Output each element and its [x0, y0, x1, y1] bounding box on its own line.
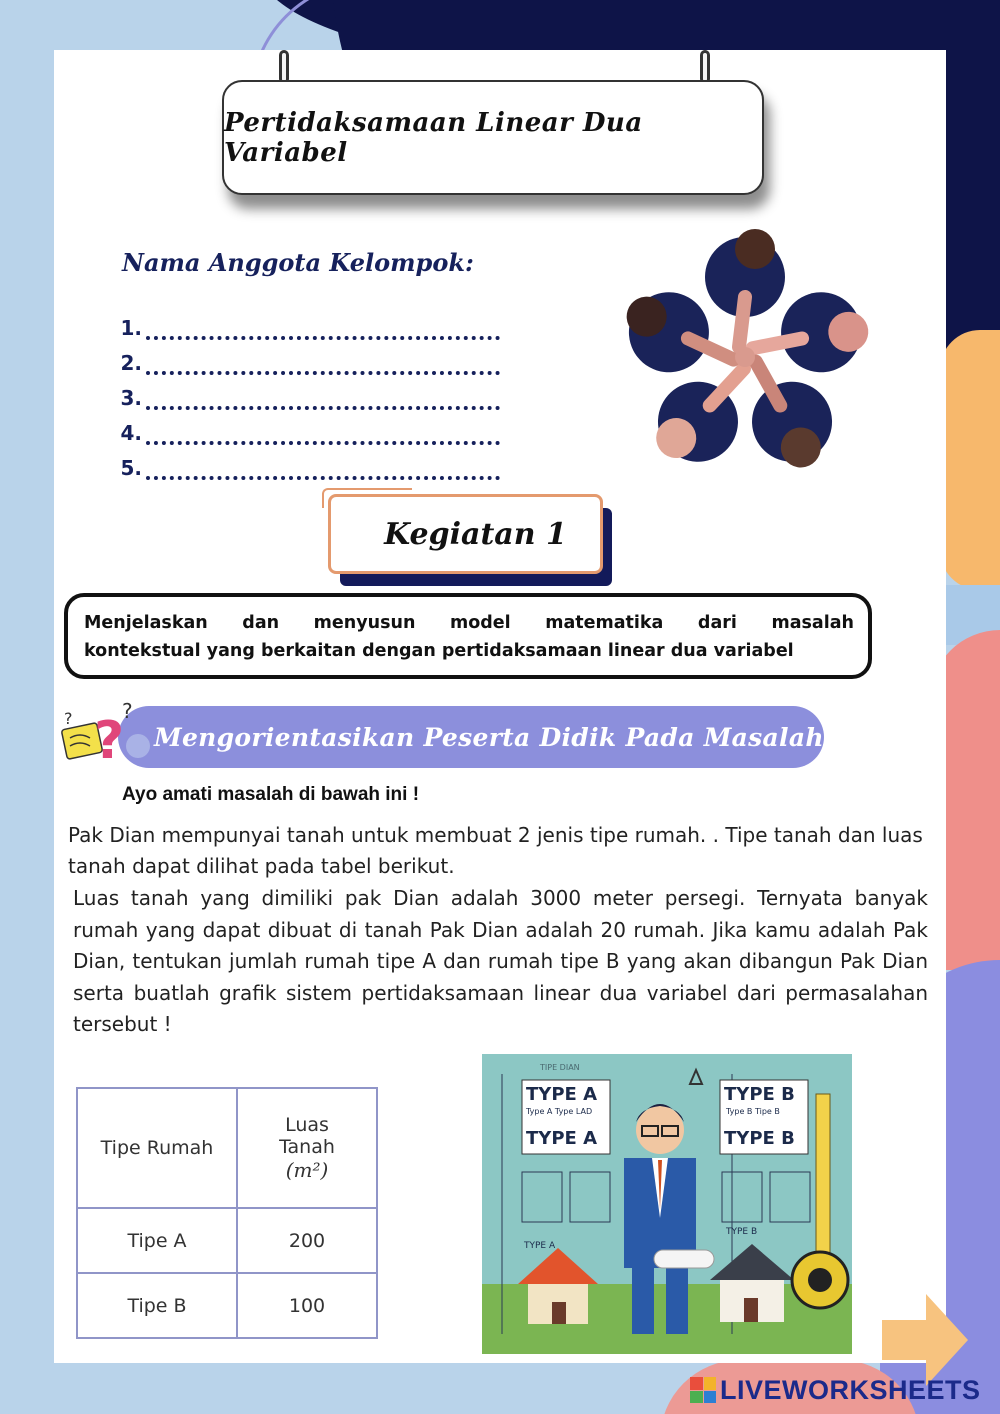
- table-cell-area: 200: [237, 1208, 377, 1273]
- brand-footer: [690, 1370, 990, 1410]
- objective-line-2: kontekstual yang berkaitan dengan pertidaksamaan linear dua variabel: [84, 641, 794, 661]
- area-header-unit: (m²): [285, 1158, 329, 1182]
- table-row: [77, 1273, 377, 1338]
- member-input-line[interactable]: [146, 322, 500, 340]
- member-number: 3.: [120, 386, 142, 410]
- svg-text:?: ?: [94, 711, 125, 771]
- section-banner: [118, 706, 824, 768]
- activity-title: Kegiatan 1: [384, 516, 567, 552]
- background-orange-shape: [940, 330, 1000, 590]
- person-figure: [705, 229, 785, 347]
- table-header-type: Tipe Rumah: [77, 1088, 237, 1208]
- hanger-ring-left: [279, 50, 289, 84]
- member-input-line[interactable]: [146, 462, 500, 480]
- housing-illustration: [482, 1054, 852, 1354]
- member-input-line[interactable]: [146, 357, 500, 375]
- learning-objective: [64, 593, 872, 679]
- table-header-area: [237, 1088, 377, 1208]
- page-title: Pertidaksamaan Linear Dua Variabel: [224, 107, 643, 168]
- land-area-table: [76, 1087, 378, 1339]
- svg-text:?: ?: [64, 709, 73, 728]
- table-row: [77, 1208, 377, 1273]
- illustration-left-title-1: TYPE A: [526, 1084, 597, 1105]
- question-mark-icon: [58, 696, 154, 776]
- member-row[interactable]: [110, 340, 500, 375]
- member-row[interactable]: [110, 410, 500, 445]
- plan-label-b: TYPE B: [726, 1227, 758, 1237]
- activity-label: [328, 494, 603, 574]
- svg-text:?: ?: [122, 699, 133, 723]
- illustration-right-title-2: TYPE B: [724, 1128, 795, 1149]
- member-row[interactable]: [110, 375, 500, 410]
- plan-label-a: TYPE A: [524, 1241, 556, 1251]
- member-row[interactable]: [110, 305, 500, 340]
- problem-paragraph-2: Luas tanah yang dimiliki pak Dian adalah 3000 meter persegi. Ternyata banyak rumah yang dapat dibuat di tanah Pak Dian adalah 20 rumah. Jika kamu adalah Pak Dian, tentukan jumlah rumah tipe A dan rumah tipe B yang akan dibangun Pak Dian serta buatlah grafik sistem pertidaksamaan linear dua variabel dari permasalahan tersebut !: [73, 886, 928, 1036]
- member-number: 2.: [120, 351, 142, 375]
- member-number: 5.: [120, 456, 142, 480]
- member-row[interactable]: [110, 445, 500, 480]
- team-circle-illustration: [600, 222, 890, 492]
- table-cell-type: Tipe A: [77, 1208, 237, 1273]
- table-header-row: [77, 1088, 377, 1208]
- members-heading: Nama Anggota Kelompok:: [122, 248, 474, 277]
- illustration-left-sub: Type A Type LAD: [526, 1107, 593, 1116]
- title-card: [222, 80, 764, 195]
- illustration-left-title-2: TYPE A: [526, 1128, 597, 1149]
- brand-logo-icon: [690, 1377, 716, 1403]
- member-input-line[interactable]: [146, 427, 500, 445]
- member-list: [110, 305, 500, 480]
- member-input-line[interactable]: [146, 392, 500, 410]
- illustration-top-label: TIPE DIAN: [540, 1063, 580, 1072]
- section-title: Mengorientasikan Peserta Didik Pada Masalah: [154, 722, 824, 752]
- area-header-line-1: Luas: [285, 1114, 329, 1136]
- problem-prompt: Ayo amati masalah di bawah ini !: [122, 784, 420, 805]
- table-cell-area: 100: [237, 1273, 377, 1338]
- member-number: 1.: [120, 316, 142, 340]
- problem-paragraph-1: Pak Dian mempunyai tanah untuk membuat 2 jenis tipe rumah. . Tipe tanah dan luas tanah dapat dilihat pada tabel berikut.: [68, 823, 923, 878]
- brand-name: LIVEWORKSHEETS: [720, 1374, 981, 1405]
- table-cell-type: Tipe B: [77, 1273, 237, 1338]
- area-header-line-2: Tanah: [279, 1136, 335, 1158]
- objective-line-1: Menjelaskan dan menyusun model matematika dari masalah: [84, 613, 854, 633]
- hanger-ring-right: [700, 50, 710, 84]
- illustration-right-title-1: TYPE B: [724, 1084, 795, 1105]
- member-number: 4.: [120, 421, 142, 445]
- illustration-right-sub: Type B Tipe B: [726, 1107, 780, 1116]
